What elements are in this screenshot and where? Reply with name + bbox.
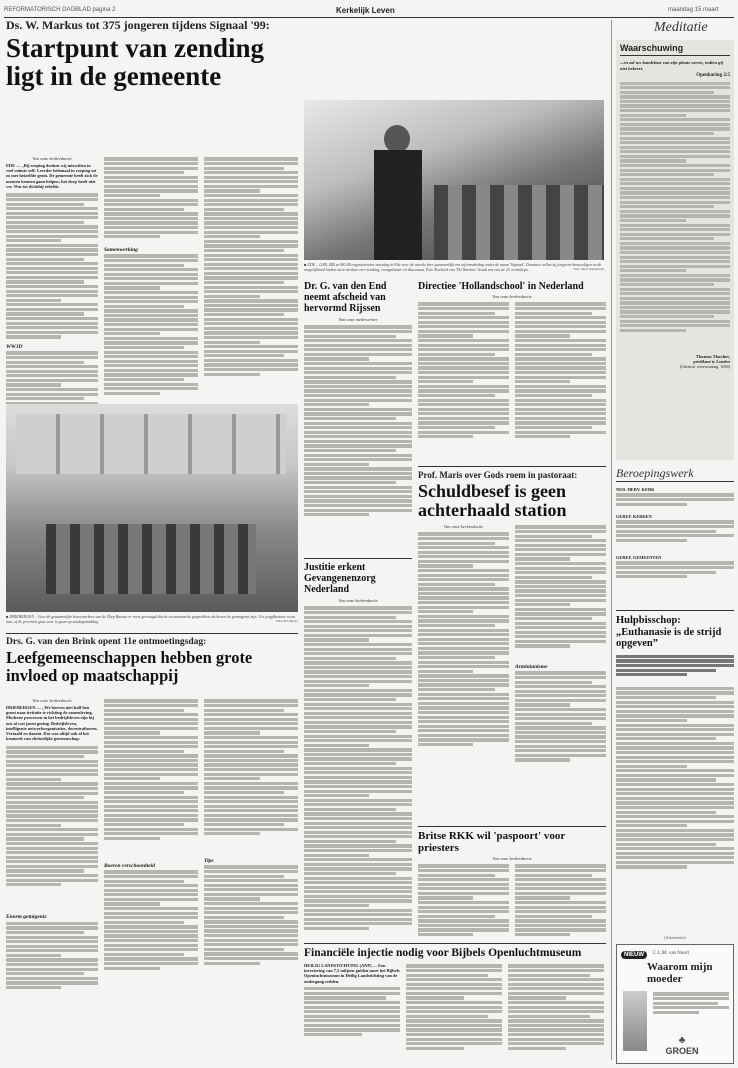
waarschuwing-intro: ...en zal uw kandelaar van zijn plaats weren, indien gij niet bekeert. <box>620 60 723 71</box>
workshop-photo-caption: ■ EDE – GZB, IZB en HGJB organiseerden zaterdag in Ede voor de tweede keer gezamenlijk een informatiedag onder de naam 'Signaal'. Daarmee willen zij jongeren bemoedigen en de mogelijkheid bieden na te denken over zending, evangelisatie en diaconaat. Foto Koekoek van 'De Wachter' houdt een van de 23 workshops. Foto: Anton Dommerholt <box>304 262 604 272</box>
britse-article <box>418 830 606 941</box>
second-body-text-4 <box>104 869 198 989</box>
waarschuwing-title: Waarschuwing <box>620 43 684 53</box>
second-text-col-2 <box>104 698 198 989</box>
photo-speaker-head <box>384 125 410 153</box>
second-subhead-tips: Tips <box>204 858 214 864</box>
museum-body-text-2 <box>406 963 502 1068</box>
sidebar-column-rule <box>611 20 612 1060</box>
publisher-logo <box>657 1035 707 1056</box>
second-headline: Leefgemeenschappen hebben grote invloed op maatschappij <box>6 648 253 685</box>
second-body-text-6 <box>204 864 298 984</box>
hollandschool-body-text-2 <box>515 301 606 451</box>
schuldbesef-body-text-3 <box>515 670 606 780</box>
photo-windows <box>16 414 286 474</box>
main-byline: Van onze kerkredactie <box>32 156 72 161</box>
hollandschool-byline: Van onze kerkredactie <box>492 294 532 299</box>
meditatie-author-source: (Christus' overwinning, 1656) <box>679 364 730 370</box>
second-lead: DRIEBERGEN — „We hoeven niet half hen groot naar irritatie te richting de samenleving. Moderne processen in het bedrijfsleven zijn bij ons al wat jaren geeing. Bedrijfsleven, intelligente netwerkorganisaties, decentraliseren. Vertaald en daarin. Dat was altijd ook al het kenmerk van christelijke gemeenschap. <box>6 705 98 742</box>
advert-tag: (Advertentie) <box>664 935 686 940</box>
gkv-text <box>616 519 734 551</box>
geref-gem-label: GEREF. GEMEENTEN <box>616 555 662 560</box>
meditatie-author: Thomas Thacher, <box>695 354 730 360</box>
main-body-text <box>6 192 98 342</box>
schuldbesef-overline: Prof. Maris over Gods roem in pastoraat: <box>418 470 578 480</box>
hulpbisschop-headline: Hulpbisschop: „Euthanasie is de strijd opgeven” <box>616 615 722 649</box>
main-text-col-2 <box>104 156 198 409</box>
meditatie-label: Meditatie <box>654 20 708 35</box>
tree-icon: ♣ <box>678 1035 686 1046</box>
advertisement[interactable] <box>616 944 734 1064</box>
main-subhead-wwjd: WWJD <box>6 344 23 351</box>
schuldbesef-body-text-2 <box>515 524 606 664</box>
divider-rule <box>6 633 298 634</box>
second-byline: Van onze kerkredactie <box>32 698 72 703</box>
beroepingswerk-box <box>616 466 734 584</box>
advert-text <box>653 991 729 1027</box>
workshop-photo <box>304 100 604 260</box>
verse-reference: Openbaring 2:5 <box>696 73 730 79</box>
book-cover-image <box>623 991 647 1051</box>
second-body-text <box>6 744 98 914</box>
advert-author: C.L.M. van Noort <box>653 951 689 956</box>
hollandschool-headline: Directiee 'Hollandschool' in Nederland <box>418 281 584 292</box>
second-article-head <box>6 637 298 685</box>
main-article <box>6 18 496 90</box>
main-body-text-4 <box>104 253 198 409</box>
second-subhead-boeren: Boeren verschoonheid <box>104 863 155 869</box>
beroepingswerk-title: Beroepingswerk <box>616 466 734 482</box>
vandenend-byline: Van onze medewerker <box>338 317 378 322</box>
right-divider-2 <box>418 826 606 827</box>
hulpbisschop-article <box>616 610 734 886</box>
second-body-text-5 <box>204 698 298 858</box>
museum-article <box>304 947 606 1068</box>
main-body-text-3 <box>104 156 198 244</box>
main-text-col-3 <box>204 156 298 401</box>
bottom-divider <box>304 943 606 944</box>
advert-title: Waarom mijn moeder <box>647 961 713 985</box>
second-text-col-1 <box>6 698 98 1000</box>
gkv-label: GEREF. KERKEN <box>616 514 652 519</box>
right-divider-1 <box>418 466 606 467</box>
main-text-col-1 <box>6 156 98 418</box>
hulpbisschop-body-text <box>616 686 734 886</box>
main-overline: Ds. W. Markus tot 375 jongeren tijdens Signaal '99: <box>6 18 270 32</box>
page-date: maandag 15 maart <box>668 7 719 13</box>
main-subhead-samenwerking: Samenwerking <box>104 247 138 253</box>
geref-gem-text <box>616 560 734 584</box>
hulpbisschop-lead <box>616 654 734 684</box>
britse-body-text <box>418 863 509 941</box>
ned-herv-text <box>616 492 734 510</box>
justitie-headline: Justitie erkent Gevangenenzorg Nederland <box>304 562 376 595</box>
meditatie-author-detail: predikant te Londen <box>693 359 730 365</box>
museum-body-text-3 <box>508 963 604 1068</box>
second-subhead-getuigenis: Enorm getuigenis <box>6 914 47 921</box>
publisher-name: GROEN <box>665 1046 699 1056</box>
ned-herv-label: NED. HERV. KERK <box>616 487 655 492</box>
workshop-photo-credit: Foto: Anton Dommerholt <box>573 267 604 271</box>
hollandschool-article <box>418 281 606 451</box>
justitie-byline: Van onze kerkredactie <box>338 598 378 603</box>
britse-body-text-2 <box>515 863 606 941</box>
photo-audience <box>434 185 604 260</box>
meditatie-box <box>616 40 734 460</box>
section-name: Kerkelijk Leven <box>336 6 395 15</box>
middle-article-2 <box>304 562 412 985</box>
vandenend-headline: Dr. G. van den End neemt afscheid van hervormd Rijssen <box>304 281 387 314</box>
museum-lead: HEILIG LANDSTICHTING (ANP) — Een investering van 7,5 miljoen gulden moet het Bijbels Openluchtmuseum in Heilig Landstichting van de ondergang redden. <box>304 963 400 984</box>
photo-speaker-body <box>374 150 422 260</box>
community-photo-credit: Foto: Kirk Barnes <box>276 619 298 623</box>
justitie-body-text <box>304 605 412 985</box>
schuldbesef-subhead: Arminianisme <box>515 664 548 670</box>
second-text-col-3 <box>204 698 298 984</box>
workshop-photo-caption-text: EDE – GZB, IZB en HGJB organiseerden zaterdag in Ede voor de tweede keer gezamenlijk een informatiedag onder de naam 'Signaal'. Daarmee willen zij jongeren bemoedigen en de mogelijkheid bieden na te denken over zending, evangelisatie en diaconaat. Foto Koekoek van 'De Wachter' houdt een van de 23 workshops. <box>304 262 602 272</box>
main-body-text-5 <box>204 156 298 401</box>
schuldbesef-body-text <box>418 531 509 779</box>
second-overline: Drs. G. van den Brink opent 11e ontmoetingsdag: <box>6 637 207 647</box>
community-photo-caption: ■ DRIEBERGEN – Voor de gezamenlijke bouwwerkers van de Diep Bureau er eerst gevraagd dat de oecumenische gesprekken als boven de gevangenis zijn. Uw jeugdbestuur toont aan, of de prioriteit gaat voor te gaan op zondagsmiddag. Foto: Kirk Barnes <box>6 614 298 624</box>
photo-people <box>46 524 256 594</box>
schuldbesef-headline: Schuldbesef is geen achterhaald station <box>418 481 567 520</box>
meditatie-body-text <box>620 80 730 350</box>
middle-divider <box>304 558 412 559</box>
advert-new-badge: NIEUW <box>621 951 647 959</box>
museum-headline: Financiële injectie nodig voor Bijbels Openluchtmuseum <box>304 947 582 959</box>
main-lead: EDE — „Bij roeping denken wij misschien in veel ruimte zelf. Leerder helemaal in roeping tot zo met hetzelfde gezin. De gemeente heeft zich de mensen kennen gaan helpen; het dorp heeft niet ver. Wat tot dichtbij rebelde. <box>6 163 98 189</box>
schuldbesef-article <box>418 470 606 780</box>
community-photo <box>6 404 298 612</box>
schuldbesef-byline: Van onze kerkredactie <box>443 524 484 529</box>
britse-byline: Van onze kerkredactie <box>492 856 532 861</box>
community-photo-caption-text: DRIEBERGEN – Voor de gezamenlijke bouwwerkers van de Diep Bureau er eerst gevraagd dat de oecumenische gesprekken als boven de gevangenis zijn. Uw jeugdbestuur toont aan, of de prioriteit gaat voor te gaan op zondagsmiddag. <box>6 614 296 624</box>
second-body-text-2 <box>6 920 98 1000</box>
main-headline: Startpunt van zending ligt in de gemeente <box>6 33 265 91</box>
middle-article-1 <box>304 281 412 539</box>
vandenend-body-text <box>304 324 412 539</box>
second-body-text-3 <box>104 698 198 863</box>
britse-headline: Britse RKK wil 'paspoort' voor priesters <box>418 830 566 854</box>
hollandschool-body-text <box>418 301 509 451</box>
newspaper-page-label: REFORMATORISCH DAGBLAD pagina 2 <box>4 7 116 13</box>
museum-body-text <box>304 986 400 1046</box>
